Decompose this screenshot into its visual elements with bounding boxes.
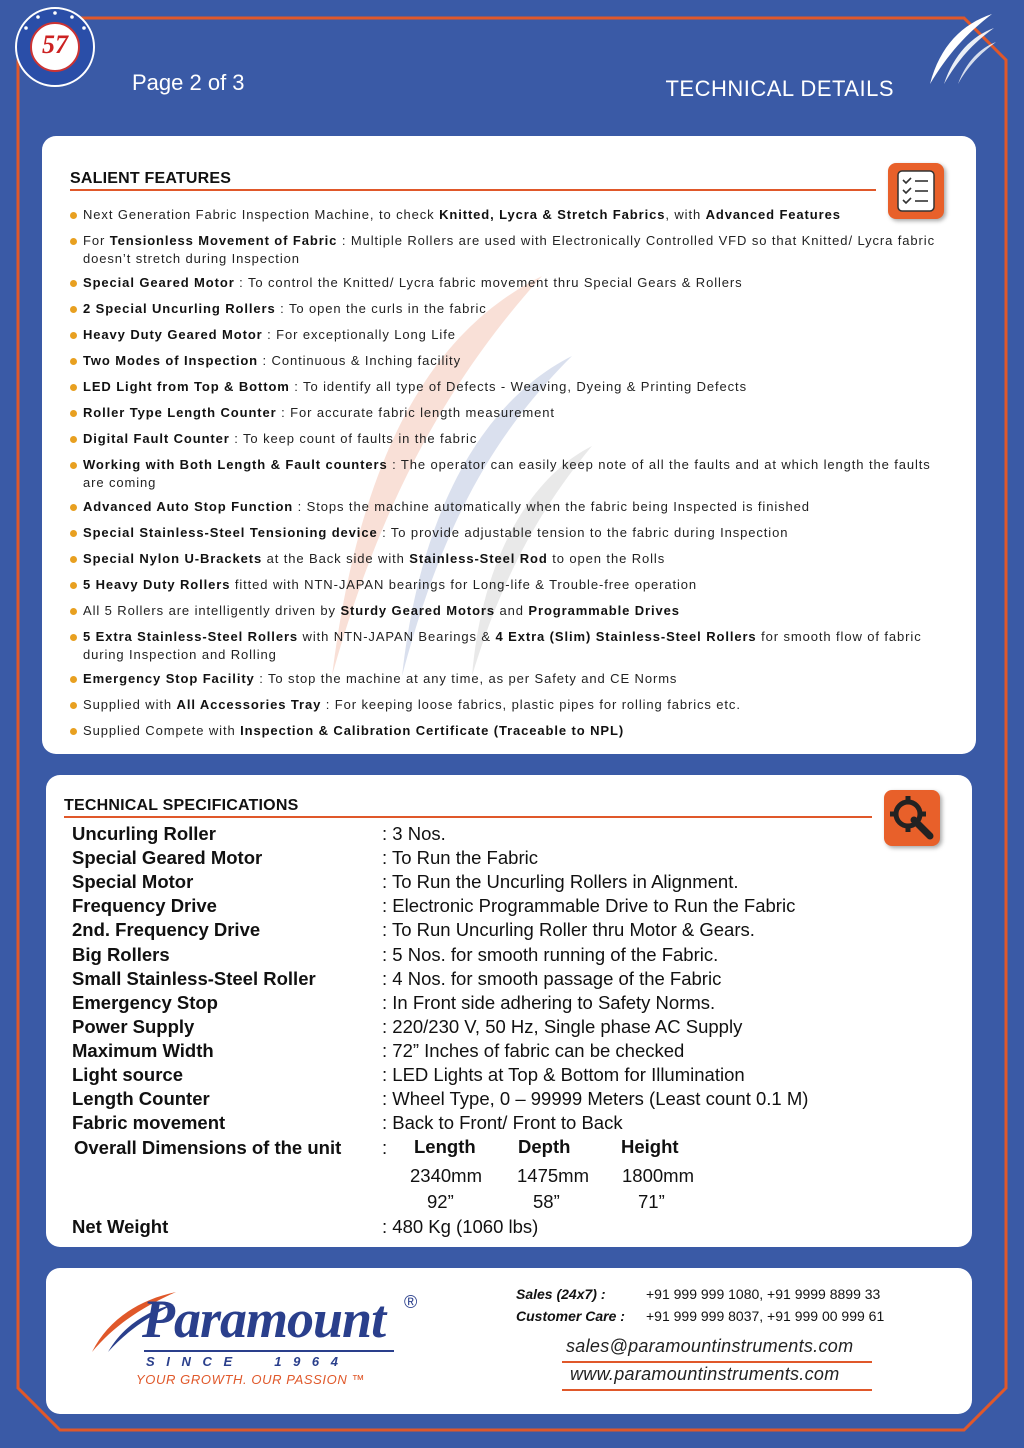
- bullet-dot-icon: [70, 702, 77, 709]
- dim-length-inch: 92”: [427, 1191, 454, 1212]
- feature-highlight: Two Modes of Inspection: [83, 353, 259, 368]
- spec-label: Small Stainless-Steel Roller: [72, 967, 316, 989]
- feature-highlight: Advanced Features: [705, 207, 841, 222]
- brand-logo: [88, 1280, 428, 1390]
- feature-highlight: Inspection & Calibration Certificate (Traceable to NPL): [240, 723, 625, 738]
- spec-value: : To Run the Uncurling Rollers in Alignment.: [382, 871, 739, 893]
- spec-row: [72, 1087, 952, 1111]
- feature-text: : To open the curls in the fabric: [275, 301, 487, 316]
- feature-highlight: LED Light from Top & Bottom: [83, 379, 290, 394]
- feature-highlight: Special Nylon U-Brackets: [83, 551, 263, 566]
- dim-height-inch: 71”: [638, 1191, 665, 1212]
- feature-highlight: Programmable Drives: [528, 603, 680, 618]
- spec-row: [72, 1063, 952, 1087]
- feature-text: fitted with NTN-JAPAN bearings for Long-life & Trouble-free operation: [230, 577, 698, 592]
- bullet-dot-icon: [70, 582, 77, 589]
- bullet-dot-icon: [70, 556, 77, 563]
- feature-highlight: Special Geared Motor: [83, 275, 235, 290]
- feature-item: [70, 378, 953, 396]
- spec-label: Emergency Stop: [72, 991, 218, 1013]
- spec-row: [72, 1039, 952, 1063]
- feature-highlight: Sturdy Geared Motors: [340, 603, 495, 618]
- feature-highlight: 4 Extra (Slim) Stainless-Steel Rollers: [495, 629, 757, 644]
- dim-header-depth: Depth: [518, 1136, 571, 1157]
- feature-text: : For keeping loose fabrics, plastic pipes for rolling fabrics etc.: [321, 697, 741, 712]
- spec-value: : 220/230 V, 50 Hz, Single phase AC Supply: [382, 1015, 743, 1037]
- spec-value: : 5 Nos. for smooth running of the Fabric.: [382, 943, 719, 965]
- specs-heading: TECHNICAL SPECIFICATIONS: [64, 797, 299, 814]
- spec-dimensions-colon: :: [382, 1137, 388, 1158]
- bullet-dot-icon: [70, 212, 77, 219]
- brand-tagline: YOUR GROWTH. OUR PASSION ™: [136, 1372, 366, 1387]
- bullet-dot-icon: [70, 358, 77, 365]
- feature-item: [70, 670, 953, 688]
- feature-item: [70, 696, 953, 714]
- feature-item: [70, 602, 953, 620]
- page-number: Page 2 of 3: [132, 70, 245, 95]
- bullet-dot-icon: [70, 384, 77, 391]
- spec-value: : Wheel Type, 0 – 99999 Meters (Least count 0.1 M): [382, 1088, 809, 1110]
- feature-item: [70, 430, 953, 448]
- feature-text: : For exceptionally Long Life: [262, 327, 456, 342]
- brand-name: Paramount: [142, 1289, 386, 1349]
- feature-highlight: Emergency Stop Facility: [83, 671, 255, 686]
- feature-text: : Continuous & Inching facility: [258, 353, 461, 368]
- spec-row: [72, 1015, 952, 1039]
- spec-value: : To Run the Fabric: [382, 847, 538, 869]
- feature-item: [70, 628, 953, 664]
- feature-item: [70, 404, 953, 422]
- bullet-dot-icon: [70, 306, 77, 313]
- feature-text: to open the Rolls: [547, 551, 666, 566]
- spec-value: : In Front side adhering to Safety Norms.: [382, 991, 716, 1013]
- spec-row: [72, 894, 952, 918]
- spec-label: Power Supply: [72, 1015, 195, 1037]
- dim-length-mm: 2340mm: [410, 1165, 482, 1186]
- feature-highlight: 5 Heavy Duty Rollers: [83, 577, 231, 592]
- dim-header-height: Height: [621, 1136, 679, 1157]
- spec-row: [72, 822, 952, 846]
- bullet-dot-icon: [70, 676, 77, 683]
- feature-item: [70, 498, 953, 516]
- bullet-dot-icon: [70, 436, 77, 443]
- spec-row: [72, 846, 952, 870]
- feature-text: : To identify all type of Defects - Weaving, Dyeing & Printing Defects: [289, 379, 747, 394]
- feature-item: [70, 206, 953, 224]
- feature-text: Supplied with: [83, 697, 177, 712]
- feature-item: [70, 274, 953, 292]
- sales-numbers[interactable]: +91 999 999 1080, +91 9999 8899 33: [646, 1286, 881, 1302]
- badge-number: 57: [42, 30, 68, 59]
- feature-highlight: 5 Extra Stainless-Steel Rollers: [83, 629, 299, 644]
- spec-label: Frequency Drive: [72, 895, 217, 917]
- bullet-dot-icon: [70, 280, 77, 287]
- feature-text: and: [495, 603, 529, 618]
- feature-item: [70, 232, 953, 268]
- feature-highlight: Working with Both Length & Fault counters: [83, 457, 388, 472]
- spec-label: 2nd. Frequency Drive: [72, 919, 261, 941]
- bullet-dot-icon: [70, 238, 77, 245]
- spec-row: [72, 967, 952, 991]
- feature-text: : The operator can easily keep note of all the faults and at which length the faults are coming: [83, 457, 931, 490]
- bullet-dot-icon: [70, 608, 77, 615]
- spec-label: Uncurling Roller: [72, 823, 216, 844]
- spec-value: : LED Lights at Top & Bottom for Illumination: [382, 1064, 745, 1085]
- email-underline: [562, 1361, 872, 1363]
- website-underline: [562, 1389, 872, 1391]
- feature-highlight: All Accessories Tray: [176, 697, 322, 712]
- feature-text: For: [83, 233, 110, 248]
- spec-label: Length Counter: [72, 1088, 210, 1110]
- spec-row-dimensions: [72, 1136, 952, 1160]
- feature-highlight: Knitted, Lycra & Stretch Fabrics: [439, 207, 666, 222]
- sales-line: [516, 1286, 606, 1302]
- spec-label-dimensions: Overall Dimensions of the unit: [74, 1137, 342, 1158]
- section-title: TECHNICAL DETAILS: [665, 76, 894, 101]
- feature-text: : For accurate fabric length measurement: [276, 405, 555, 420]
- feature-text: : To control the Knitted/ Lycra fabric movement thru Special Gears & Rollers: [234, 275, 743, 290]
- feature-text: : Stops the machine automatically when the fabric being Inspected is finished: [293, 499, 810, 514]
- email-link[interactable]: sales@paramountinstruments.com: [566, 1336, 854, 1356]
- feature-item: [70, 524, 953, 542]
- specs-panel: [46, 775, 972, 1247]
- features-panel: [42, 136, 976, 754]
- feature-text: All 5 Rollers are intelligently driven by: [83, 603, 341, 618]
- spec-value: : Electronic Programmable Drive to Run the Fabric: [382, 895, 796, 917]
- feature-text: : To stop the machine at any time, as per Safety and CE Norms: [254, 671, 678, 686]
- spec-label: Maximum Width: [72, 1039, 214, 1061]
- feature-highlight: Stainless-Steel Rod: [409, 551, 548, 566]
- feature-item: [70, 550, 953, 568]
- swoosh-logo-icon: [922, 10, 998, 90]
- bullet-dot-icon: [70, 332, 77, 339]
- care-line: [516, 1308, 625, 1324]
- feature-highlight: Special Stainless-Steel Tensioning device: [83, 525, 378, 540]
- spec-value: : 72” Inches of fabric can be checked: [382, 1039, 685, 1061]
- feature-highlight: 2 Special Uncurling Rollers: [83, 301, 276, 316]
- specs-heading-rule: [64, 816, 872, 818]
- spec-row-net-weight: [72, 1215, 952, 1239]
- features-heading-rule: [70, 189, 876, 191]
- spec-value: : Back to Front/ Front to Back: [382, 1112, 623, 1134]
- feature-highlight: Digital Fault Counter: [83, 431, 230, 446]
- spec-value: : To Run Uncurling Roller thru Motor & Gears.: [382, 919, 755, 941]
- spec-label: Fabric movement: [72, 1112, 226, 1134]
- spec-row: [72, 918, 952, 942]
- brand-since: S I N C E 1 9 6 4: [146, 1354, 342, 1369]
- care-numbers[interactable]: +91 999 999 8037, +91 999 00 999 61: [646, 1308, 885, 1324]
- spec-row: [72, 1111, 952, 1135]
- spec-value-net-weight: : 480 Kg (1060 lbs): [382, 1216, 539, 1237]
- feature-highlight: Tensionless Movement of Fabric: [109, 233, 338, 248]
- spec-label: Big Rollers: [72, 943, 170, 965]
- spec-label: Special Geared Motor: [72, 847, 263, 869]
- spec-label: Special Motor: [72, 871, 194, 893]
- feature-item: [70, 326, 953, 344]
- bullet-dot-icon: [70, 634, 77, 641]
- feature-text: : To keep count of faults in the fabric: [229, 431, 478, 446]
- feature-text: : Multiple Rollers are used with Electronically Controlled VFD so that Knitted/ Lycra fabric doesn’t stretch during Inspection: [83, 233, 935, 266]
- bullet-dot-icon: [70, 462, 77, 469]
- feature-item: [70, 576, 953, 594]
- feature-highlight: Advanced Auto Stop Function: [83, 499, 294, 514]
- care-label: Customer Care :: [516, 1308, 625, 1324]
- feature-item: [70, 300, 953, 318]
- sales-label: Sales (24x7) :: [516, 1286, 606, 1302]
- feature-text: Next Generation Fabric Inspection Machine, to check: [83, 207, 440, 222]
- dim-depth-mm: 1475mm: [517, 1165, 589, 1186]
- footer-panel: [46, 1268, 972, 1414]
- feature-text: for smooth flow of fabric during Inspection and Rolling: [83, 629, 922, 662]
- dim-height-mm: 1800mm: [622, 1165, 694, 1186]
- feature-text: with NTN-JAPAN Bearings &: [298, 629, 496, 644]
- spec-row: [72, 870, 952, 894]
- feature-item: [70, 722, 953, 740]
- feature-text: , with: [665, 207, 706, 222]
- feature-text: at the Back side with: [262, 551, 410, 566]
- bullet-dot-icon: [70, 410, 77, 417]
- spec-value: : 4 Nos. for smooth passage of the Fabric: [382, 967, 722, 989]
- spec-label: Light source: [72, 1064, 184, 1085]
- feature-text: Supplied Compete with: [83, 723, 241, 738]
- feature-item: [70, 456, 953, 492]
- bullet-dot-icon: [70, 504, 77, 511]
- feature-highlight: Roller Type Length Counter: [83, 405, 277, 420]
- brand-underline: [144, 1350, 394, 1352]
- brand-registered-mark: ®: [404, 1292, 418, 1312]
- feature-item: [70, 352, 953, 370]
- spec-label-net-weight: Net Weight: [72, 1216, 169, 1237]
- spec-row: [72, 991, 952, 1015]
- dim-depth-inch: 58”: [533, 1191, 560, 1212]
- features-heading: SALIENT FEATURES: [70, 170, 232, 187]
- feature-highlight: Heavy Duty Geared Motor: [83, 327, 263, 342]
- bullet-dot-icon: [70, 728, 77, 735]
- dim-header-length: Length: [414, 1136, 476, 1157]
- feature-text: : To provide adjustable tension to the fabric during Inspection: [377, 525, 789, 540]
- website-link[interactable]: www.paramountinstruments.com: [570, 1364, 840, 1384]
- spec-value: : 3 Nos.: [382, 823, 446, 844]
- bullet-dot-icon: [70, 530, 77, 537]
- spec-row: [72, 943, 952, 967]
- anniversary-badge: [14, 6, 96, 88]
